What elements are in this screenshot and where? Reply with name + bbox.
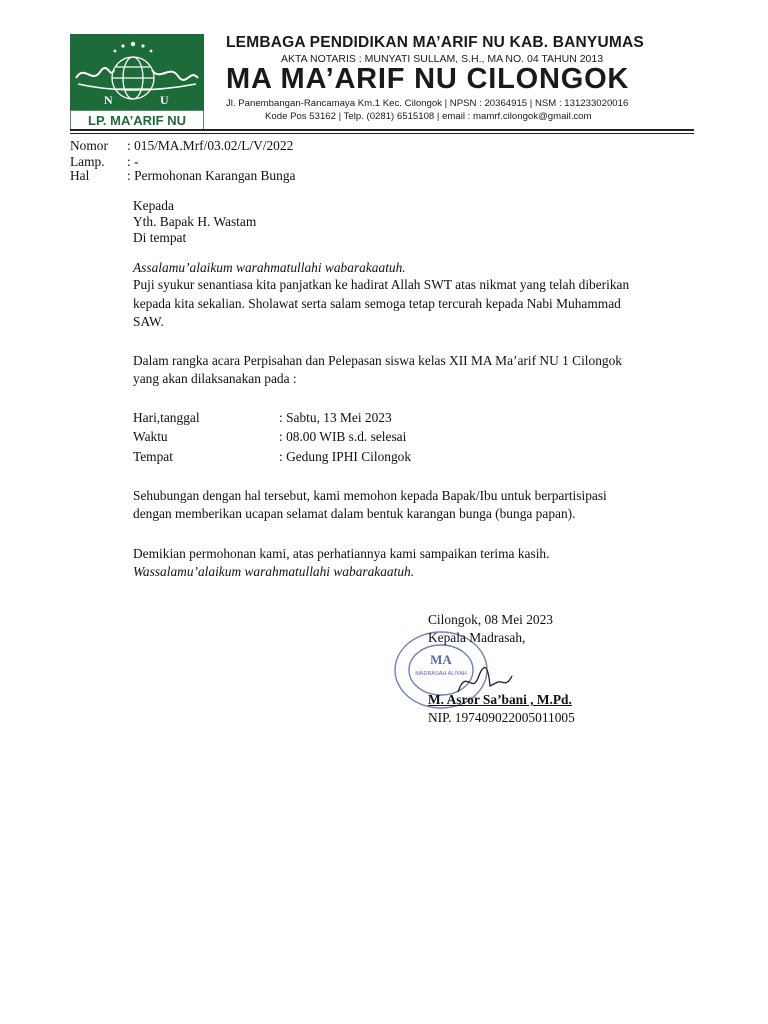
recipient-place: Di tempat [133, 230, 187, 245]
signature-title: Kepala Madrasah, [428, 630, 526, 645]
letterhead-rule-thin [70, 133, 694, 134]
meta-hal-label: Hal [70, 168, 90, 183]
opening-line-3: SAW. [133, 314, 164, 329]
letterhead-rule [70, 129, 694, 131]
meta-nomor-value: : 015/MA.Mrf/03.02/L/V/2022 [127, 138, 294, 153]
opening-line-2: kepada kita sekalian. Sholawat serta salam semoga tetap tercurah kepada Nabi Muhammad [133, 296, 621, 311]
school-name: MA MA’ARIF NU CILONGOK [226, 63, 630, 95]
meta-lamp-value: : - [127, 154, 139, 169]
schedule-label-date: Hari,tanggal [133, 410, 200, 425]
logo-letter-n: N [104, 93, 113, 107]
greeting: Assalamu’alaikum warahmatullahi wabarakaatuh. [133, 260, 406, 275]
logo-org-text: LP. MA’ARIF NU [88, 113, 186, 128]
stamp-sub-text: MADRASAH ALIYAH [415, 671, 467, 677]
signatory-name: M. Asror Sa’bani , M.Pd. [428, 692, 572, 707]
notary-line: AKTA NOTARIS : MUNYATI SULLAM, S.H., MA NO. 04 TAHUN 2013 [281, 53, 604, 65]
schedule-value-place: : Gedung IPHI Cilongok [279, 449, 412, 464]
meta-nomor-label: Nomor [70, 138, 108, 153]
stamp-center-text: MA [430, 652, 452, 667]
event-intro-line-2: yang akan dilaksanakan pada : [133, 371, 297, 386]
recipient-kepada: Kepada [133, 198, 174, 213]
organization-name: LEMBAGA PENDIDIKAN MA’ARIF NU KAB. BANYUMAS [226, 34, 644, 51]
signature-place-date: Cilongok, 08 Mei 2023 [428, 612, 553, 627]
request-line-1: Sehubungan dengan hal tersebut, kami memohon kepada Bapak/Ibu untuk berpartisipasi [133, 488, 607, 503]
event-intro-line-1: Dalam rangka acara Perpisahan dan Pelepasan siswa kelas XII MA Ma’arif NU 1 Cilongok [133, 353, 622, 368]
meta-lamp-label: Lamp. [70, 154, 105, 169]
meta-hal-value: : Permohonan Karangan Bunga [127, 168, 296, 183]
address-line-2: Kode Pos 53162 | Telp. (0281) 6515108 | email : mamrf.cilongok@gmail.com [265, 111, 592, 122]
schedule-label-place: Tempat [133, 449, 173, 464]
farewell-text: Wassalamu’alaikum warahmatullahi wabarakaatuh. [133, 564, 415, 579]
logo-letter-u: U [160, 93, 169, 107]
schedule-label-time: Waktu [133, 429, 168, 444]
schedule-value-date: : Sabtu, 13 Mei 2023 [279, 410, 392, 425]
signatory-nip: NIP. 197409022005011005 [428, 710, 575, 725]
address-line-1: Jl. Panembangan-Rancamaya Km.1 Kec. Cilongok | NPSN : 20364915 | NSM : 131233020016 [226, 98, 629, 109]
schedule-value-time: : 08.00 WIB s.d. selesai [279, 429, 407, 444]
recipient-name: Yth. Bapak H. Wastam [133, 214, 257, 229]
request-line-2: dengan memberikan ucapan selamat dalam bentuk karangan bunga (bunga papan). [133, 506, 576, 521]
closing-text: Demikian permohonan kami, atas perhatiannya kami sampaikan terima kasih. [133, 546, 550, 561]
lp-maarif-nu-logo [70, 34, 204, 130]
opening-line-1: Puji syukur senantiasa kita panjatkan ke hadirat Allah SWT atas nikmat yang telah diberikan [133, 277, 630, 292]
